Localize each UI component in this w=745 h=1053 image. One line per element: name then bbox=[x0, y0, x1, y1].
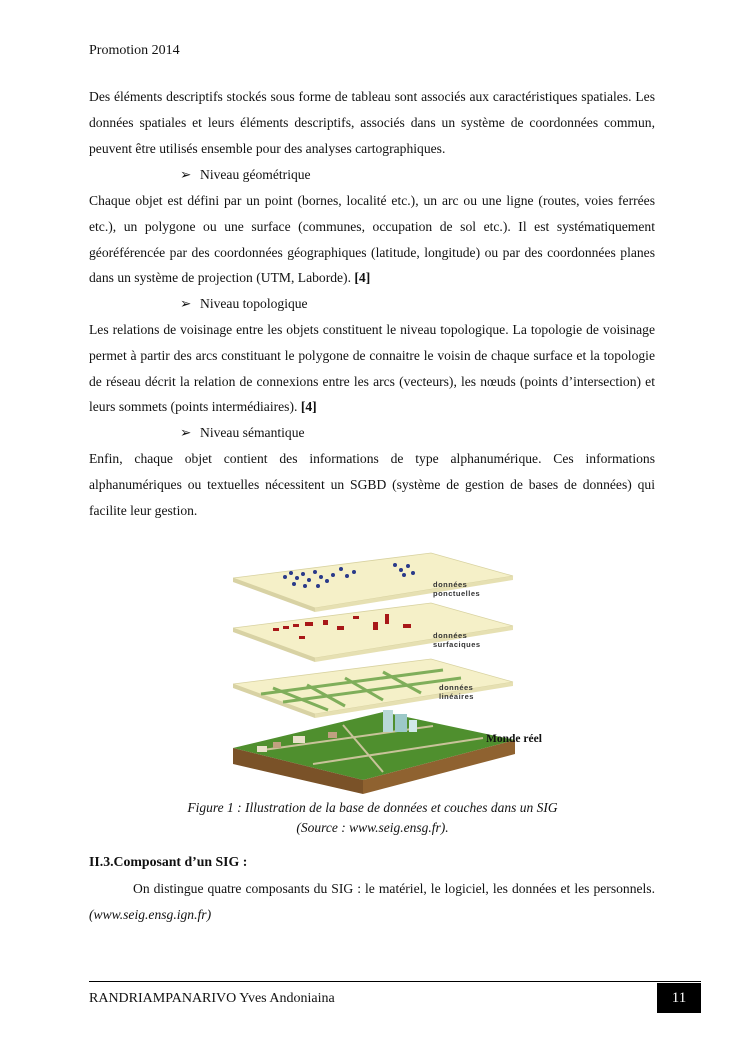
label-line: ponctuelles bbox=[433, 589, 481, 598]
label-line: données bbox=[433, 580, 468, 589]
label-line: données bbox=[439, 683, 474, 692]
label-line: données bbox=[433, 631, 468, 640]
bullet-label: Niveau topologique bbox=[200, 296, 308, 311]
section-paragraph bbox=[89, 876, 655, 928]
bullet-semantic-level bbox=[180, 420, 305, 446]
bullet-geometric-level bbox=[180, 162, 311, 188]
paragraph-text: On distingue quatre composants du SIG : le matériel, le logiciel, les données et les personnels. bbox=[133, 881, 655, 896]
section-heading: II.3.Composant d’un SIG : bbox=[89, 854, 248, 869]
bullet-topological-level bbox=[180, 291, 308, 317]
paragraph-geometric-level bbox=[89, 188, 655, 291]
layer-label-points bbox=[433, 580, 480, 598]
paragraph-topological-level bbox=[89, 317, 655, 420]
paragraph-text: Chaque objet est défini par un point (bornes, localité etc.), un arc ou une ligne (routes, voies ferrées etc.), un polygone ou une surface (communes, occupation de sol etc.). Il est systématiquement géoréférencée par des coordonnées géographiques (latitude, longitude) ou par des coordonnées planes dans un système de projection (UTM, Laborde). bbox=[89, 193, 655, 286]
layer-label-surfaces bbox=[433, 631, 481, 649]
arrow-bullet-icon: ➢ bbox=[180, 296, 192, 311]
label-line: linéaires bbox=[439, 692, 474, 701]
sig-layers-figure bbox=[233, 550, 515, 794]
arrow-bullet-icon: ➢ bbox=[180, 425, 192, 440]
footer-divider bbox=[89, 981, 701, 982]
paragraph-descriptive-elements: Des éléments descriptifs stockés sous forme de tableau sont associés aux caractéristiques spatiales. Les données spatiales et leurs éléments descriptifs, associés dans un système de coordonnées commun, peuvent être utilisés ensemble pour des analyses cartographiques. bbox=[89, 89, 655, 156]
bullet-label: Niveau géométrique bbox=[200, 167, 311, 182]
citation-reference: [4] bbox=[354, 270, 371, 286]
paragraph-text: Les relations de voisinage entre les objets constituent le niveau topologique. La topologie de voisinage permet à partir des arcs constituant le polygone de connaitre le voisin de chaque surface et la topologie de réseau décrit la relation de connexions entre les arcs (vecteurs), les nœuds (points d’intersection) et leurs sommets (points intermédiaires). bbox=[89, 322, 655, 415]
label-line: surfaciques bbox=[433, 640, 481, 649]
real-world-label: Monde réel bbox=[486, 733, 542, 745]
source-reference: (www.seig.ensg.ign.fr) bbox=[89, 906, 212, 922]
paragraph-semantic-level: Enfin, chaque objet contient des informations de type alphanumérique. Ces informations alphanumériques ou textuelles nécessitent un SGBD (système de gestion de bases de données) qui facilite leur gestion. bbox=[89, 451, 655, 518]
arrow-bullet-icon: ➢ bbox=[180, 167, 192, 182]
page-number: 11 bbox=[657, 983, 701, 1013]
footer-author: RANDRIAMPANARIVO Yves Andoniaina bbox=[89, 991, 335, 1006]
layer-label-lines bbox=[439, 683, 474, 701]
bullet-label: Niveau sémantique bbox=[200, 425, 305, 440]
page-header: Promotion 2014 bbox=[89, 43, 180, 58]
figure-source: (Source : www.seig.ensg.fr). bbox=[296, 820, 449, 835]
figure-caption: Figure 1 : Illustration de la base de données et couches dans un SIG bbox=[187, 800, 558, 815]
citation-reference: [4] bbox=[300, 399, 317, 415]
